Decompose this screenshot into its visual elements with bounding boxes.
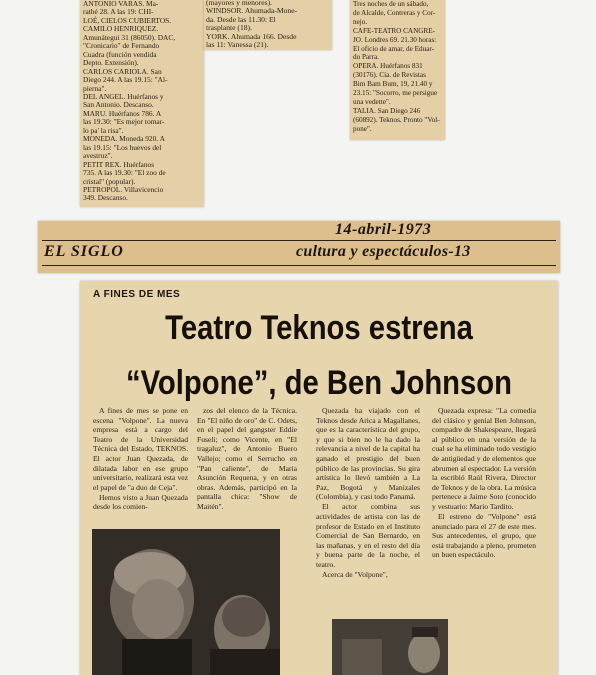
article-paragraph: zos del elenco de la Técnica. En "El niño de oro" de C. Odets, en el papel del gangster Eddie Fuseli; como Vicente, en "El tragaluz", de Antonio Buero Vallejo; como el Serrucho en "Pan caliente", de María Asunción Requena, y en otras obras. Además, participó en la pantalla chica: "Show de Maitén".	[197, 406, 297, 511]
masthead: EL SIGLO	[44, 243, 124, 260]
listing-line: CARLOS CARIOLA. San	[83, 66, 162, 76]
listing-line: OPERA. Huérfanos 831	[353, 62, 423, 71]
actor-photo	[92, 529, 280, 675]
article-paragraph: A fines de mes se pone en escena "Volpone". La nueva empresa está a cargo del Teatro de la Universidad Técnica del Estado, TEKNOS. El actor Juan Quezada, de dilatada labor en ese grupo universitario, realizará esta vez el papel de "a duo de Ceja".	[93, 406, 188, 492]
listing-line: do Parra.	[353, 53, 379, 62]
listing-line: YORK. Ahumada 166. Desde	[206, 31, 297, 41]
listing-line: 23.15: "Socorro, me persigue	[353, 89, 438, 98]
listing-line: Tres noches de un sábado,	[353, 0, 429, 8]
listing-line: 735. A las 19.30: "El zoo de	[83, 168, 166, 178]
listing-line: avestruz".	[83, 151, 113, 161]
cast-photo	[332, 619, 448, 675]
listing-line: CAFE-TEATRO CANGRE-	[353, 26, 436, 35]
listing-line: El oficio de amar, de Eduar-	[353, 44, 434, 53]
listing-line: Amunátegui 31 (86050). DAC,	[83, 32, 176, 42]
listing-line: las 19.30: "Es mejor tomar-	[83, 117, 165, 127]
article-column-3	[316, 406, 420, 580]
listing-line: Diego 244. A las 19.15: "Al-	[83, 75, 168, 85]
article-kicker: A FINES DE MES	[93, 289, 181, 300]
cinema-listings-column	[206, 0, 330, 49]
listing-line: MARU. Huérfanos 786. A	[83, 108, 162, 118]
listing-line: PETIT REX. Huérfanos	[83, 159, 155, 169]
listing-line: pone".	[353, 124, 372, 133]
headline-line-2: “Volpone”, de Ben Johnson	[125, 364, 513, 402]
listing-line: cristal" (popular).	[83, 176, 136, 186]
newspaper-header	[38, 221, 560, 273]
listing-line: 349. Descanso.	[83, 193, 128, 203]
listing-line: pierna".	[83, 83, 107, 93]
article-paragraph: Acerca de "Volpone",	[322, 570, 388, 580]
listing-line: "Cronicario" de Fernando	[83, 41, 160, 51]
top-middle-clipping	[204, 0, 332, 50]
listing-line: de Alcalde, Contreras y Cor-	[353, 8, 436, 17]
listing-line: PETROPOL. Villavicencio	[83, 184, 164, 194]
listing-line: TALIA. San Diego 246	[353, 106, 421, 115]
listing-line: LOÉ, CIELOS CUBIERTOS.	[83, 15, 172, 25]
listing-line: Depto. Extensión).	[83, 58, 139, 68]
listing-line: DEL ANGEL. Huérfanos y	[83, 91, 164, 101]
listing-line: las 11: Vanessa (21).	[206, 40, 269, 50]
listing-line: las 19.15: "Los huevos del	[83, 142, 162, 152]
listing-line: ANTONIO VARAS. Ma-	[83, 0, 159, 8]
listing-line: da. Desde las 11.30: El	[206, 14, 276, 24]
listing-line: (60892). Teknos. Pronto "Vol-	[353, 115, 440, 124]
article-paragraph: El actor combina sus actividades de artista con las de profesor de Estado en el Instituto Comercial de San Bernardo, en las mañanas, y en el resto del día y buena parte de la noche, el teatro.	[316, 502, 420, 569]
top-right-clipping	[350, 0, 445, 140]
article-paragraph: Quezada expresa: "La comedia del clásico y genial Ben Johnson, compadre de Shakespeare, llegará al público en una versión de la cual se ha eliminado todo vestigio de antigüedad y de elementos que abrumen al espectador. La versión la escribió Raúl Rivera, Director de Teknos y de la obra. La música pertenece a Jaime Soto (conocido y vestuario: Mario Tardito.	[432, 406, 536, 511]
listing-line: JO. Londres 69. 21.30 horas:	[353, 35, 437, 44]
listing-line: nejo.	[353, 17, 368, 26]
article-clipping	[80, 281, 558, 675]
listing-line: CAMILO HENRIQUEZ.	[83, 24, 159, 34]
listing-line: (30176). Cía. de Revistas	[353, 71, 426, 80]
cast-photo-image	[332, 619, 448, 675]
header-bottom-rule	[42, 265, 556, 266]
listing-line: Bim Bam Bum, 19, 21.40 y	[353, 80, 433, 89]
article-column-4	[432, 406, 536, 561]
listing-line: rathé 28. A las 19: CHI-	[83, 7, 154, 17]
listing-line: trasplante (18).	[206, 23, 252, 33]
article-paragraph: Quezada ha viajado con el Teknos desde Arica a Magallanes, que es la característica del grupo, y que si bien no le ha dado la relevancia a nivel de la capital ha ganado el prestigio del buen público de las provincias. Su gira artística lo llevó también a La Paz, Bogotá y Manizales (Colombia), y casi todo Panamá.	[316, 406, 420, 502]
listing-line: WINDSOR. Ahumada-Mone-	[206, 6, 298, 16]
theatre-listings-column	[83, 0, 201, 203]
listing-line: MONEDA. Moneda 920. A	[83, 134, 165, 144]
listing-line: Cuadra (función vendida	[83, 49, 157, 59]
listing-line: San Antonio. Descanso.	[83, 100, 154, 110]
article-column-2	[197, 406, 297, 512]
theatre-listings-column-right	[353, 0, 443, 134]
headline-line-1: Teatro Teknos estrena	[165, 309, 473, 347]
listing-line: (mayores y menores).	[206, 0, 273, 7]
section-title: cultura y espectáculos-13	[296, 243, 471, 260]
article-paragraph: El estreno de "Volpone" está anunciado para el 27 de este mes. Sus antecedentes, el grupo, que está trabajando a pleno, prometen un buen espectáculo.	[432, 512, 536, 560]
listing-line: una vedette".	[353, 97, 391, 106]
top-left-clipping	[80, 0, 204, 207]
article-column-1	[93, 406, 188, 513]
header-date: 14-abril-1973	[335, 221, 432, 238]
listing-line: lo pa' la risa".	[83, 125, 124, 135]
actor-photo-image	[92, 529, 280, 675]
article-paragraph: Hemos visto a Juan Quezada desde los comien-	[93, 492, 188, 512]
header-top-rule	[42, 240, 556, 241]
